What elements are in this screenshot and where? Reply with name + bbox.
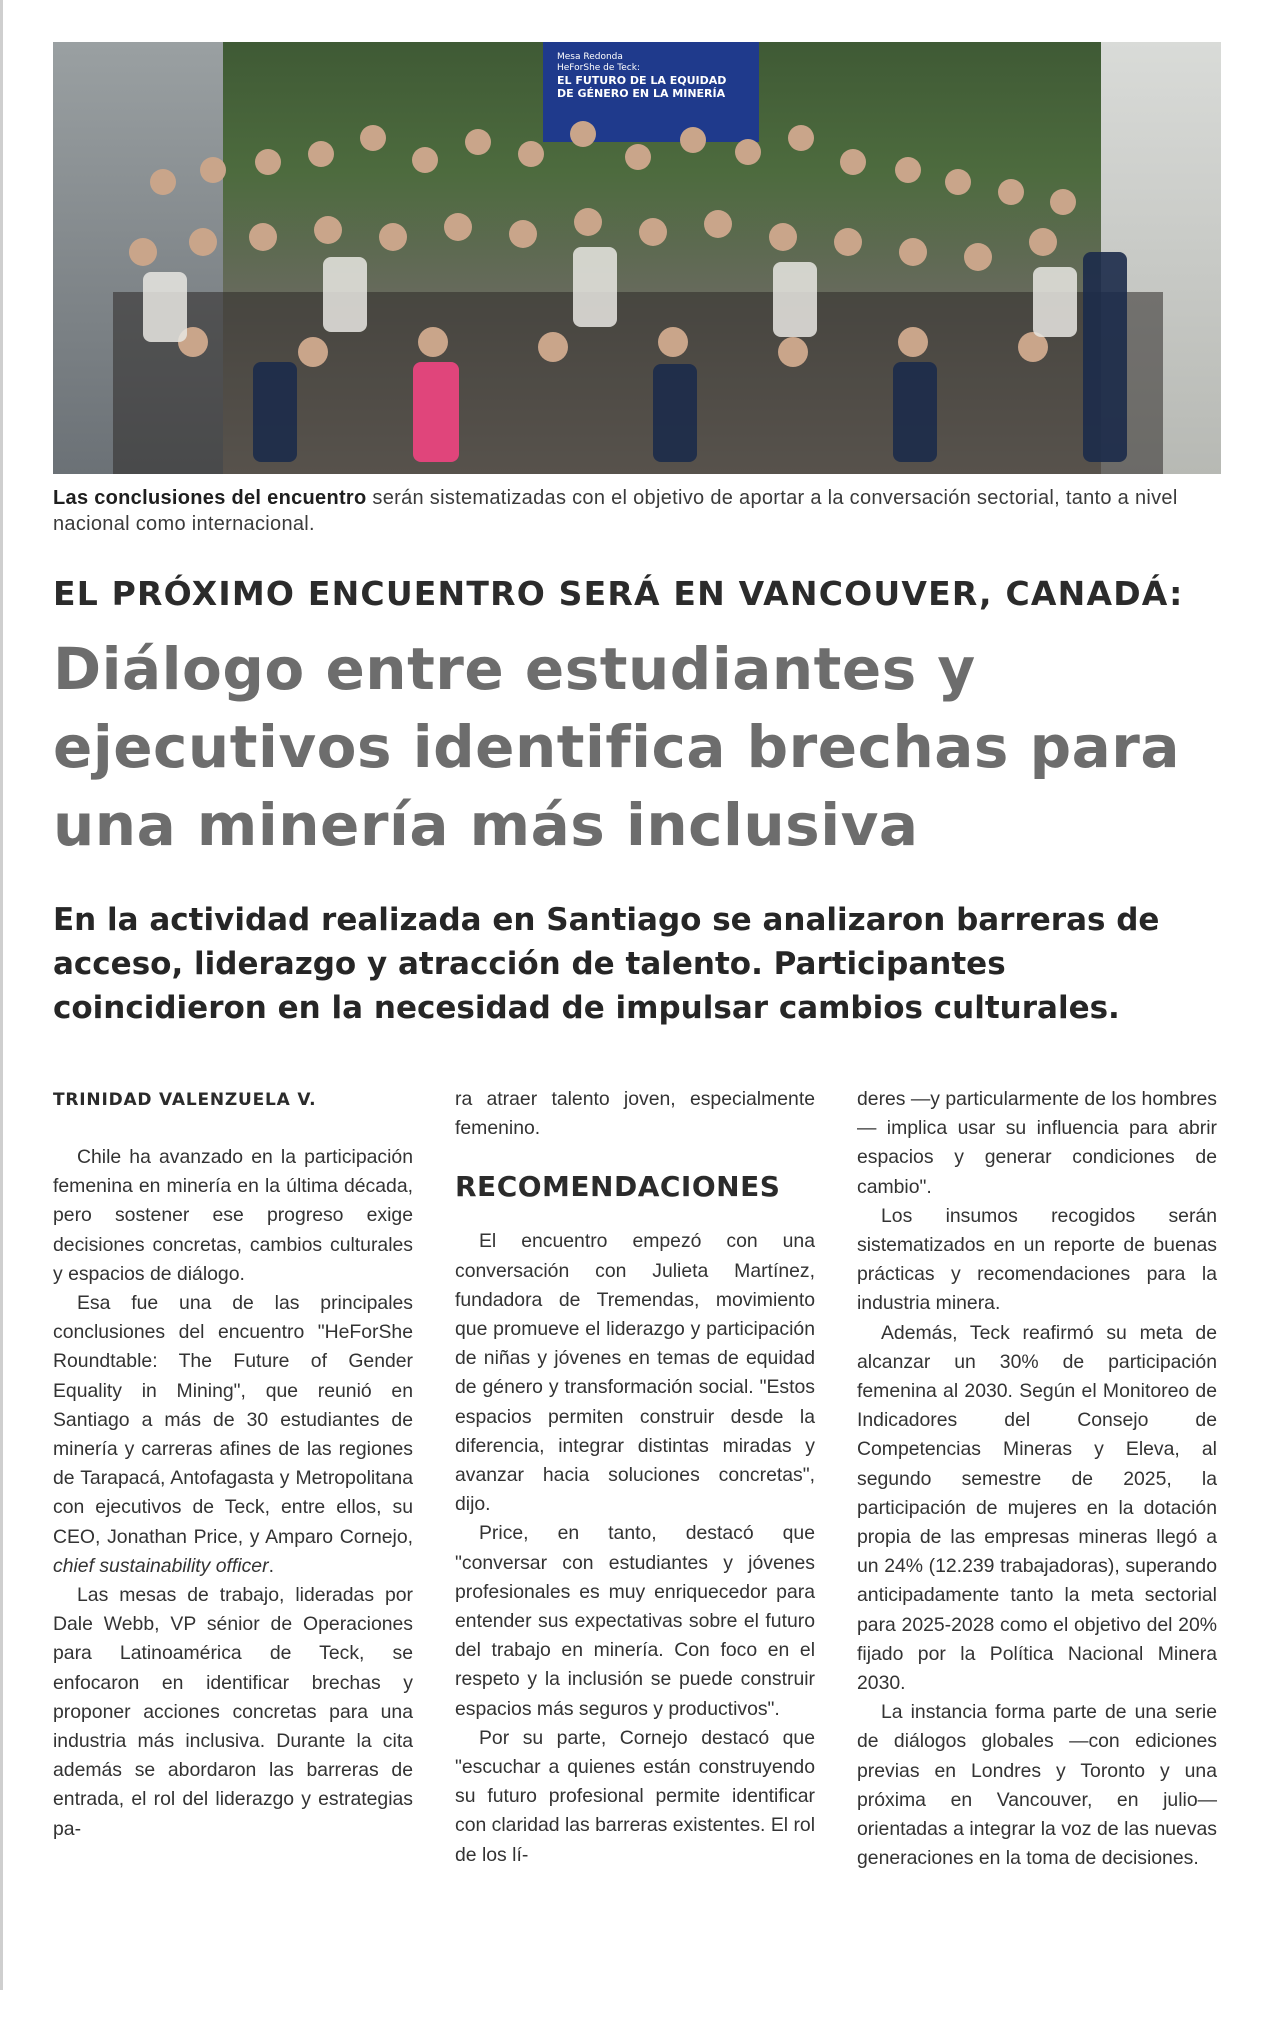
deck-summary: En la actividad realizada en Santiago se analizaron barreras de acceso, liderazgo y atracción de talento. Participantes coincidieron en la necesidad de impulsar cambios culturales. — [53, 902, 1160, 1026]
group-photo — [53, 42, 1221, 474]
paragraph-2 — [53, 1289, 413, 1581]
paragraph-2-text: Esa fue una de las principales conclusiones del encuentro "HeForShe Roundtable: The Future of Gender Equality in Mining", que reunió en Santiago a más de 30 estudiantes de minería y carreras afines de las regiones de Tarapacá, Antofagasta y Metropolitana con ejecutivos de Teck, entre ellos, su CEO, Jonathan Price, y Amparo Cornejo, — [53, 1292, 413, 1548]
banner-title: EL FUTURO DE LA EQUIDAD DE GÉNERO EN LA MINERÍA — [557, 74, 727, 100]
caption-lead: Las conclusiones del encuentro — [53, 487, 367, 509]
paragraph-3-continued: ra atraer talento joven, especialmente femenino. — [455, 1088, 815, 1140]
column-3 — [857, 1085, 1217, 1873]
byline: TRINIDAD VALENZUELA V. — [53, 1090, 317, 1110]
column-2 — [455, 1085, 815, 1870]
paragraph-2-end: . — [268, 1554, 274, 1577]
photo-caption — [53, 485, 1221, 537]
paragraph-4: El encuentro empezó con una conversación con Julieta Martínez, fundadora de Tremendas, movimiento que promueve el liderazgo y participación de niñas y jóvenes en temas de equidad de género y transformación social. "Estos espacios permiten construir desde la diferencia, integrar distintas miradas y avanzar hacia soluciones concretas", dijo. — [455, 1230, 815, 1516]
kicker: EL PRÓXIMO ENCUENTRO SERÁ EN VANCOUVER, CANADÁ: — [53, 574, 1184, 613]
paragraph-3: Las mesas de trabajo, lideradas por Dale Webb, VP sénior de Operaciones para Latinoamérica de Teck, se enfocaron en identificar brechas y proponer acciones concretas para una industria más inclusiva. Durante la cita además se abordaron las barreras de entrada, el rol del liderazgo y estrategias pa- — [53, 1584, 413, 1840]
section-subhead: RECOMENDACIONES — [455, 1170, 781, 1204]
paragraph-6: Por su parte, Cornejo destacó que "escuchar a quienes están construyendo su futuro profesional permite identificar con claridad las barreras existentes. El rol de los lí- — [455, 1726, 815, 1866]
paragraph-8: Además, Teck reafirmó su meta de alcanzar un 30% de participación femenina al 2030. Según el Monitoreo de Indicadores del Consejo de Competencias Mineras y Eleva, al segundo semestre de 2025, la participación de mujeres en la dotación propia de las empresas mineras llegó a un 24% (12.239 trabajadoras), superando anticipadamente tanto la meta sectorial para 2025-2028 como el objetivo del 20% fijado por la Política Nacional Minera 2030. — [857, 1321, 1217, 1695]
headline: Diálogo entre estudiantes y ejecutivos identifica brechas para una minería más inclusiva — [53, 635, 1181, 859]
paragraph-1: Chile ha avanzado en la participación femenina en minería en la última década, pero sostener ese progreso exige decisiones concretas, cambios culturales y espacios de diálogo. — [53, 1146, 413, 1285]
caption-text: serán sistematizadas con el objetivo de aportar a la conversación sectorial, tanto a nivel nacional como internacional. — [53, 487, 1178, 535]
paragraph-5: Price, en tanto, destacó que "conversar con estudiantes y jóvenes profesionales es muy enriquecedor para entender sus expectativas sobre el futuro del trabajo en minería. Con foco en el respeto y la inclusión se puede construir espacios más seguros y productivos". — [455, 1522, 815, 1720]
paragraph-9: La instancia forma parte de una serie de diálogos globales —con ediciones previas en Londres y Toronto y una próxima en Vancouver, en julio— orientadas a integrar la voz de las nuevas generaciones en la toma de decisiones. — [857, 1701, 1217, 1870]
column-1 — [53, 1085, 413, 1844]
paragraph-6-continued: deres —y particularmente de los hombres— implica usar su influencia para abrir espacios y generar condiciones de cambio". — [857, 1088, 1217, 1198]
page-edge-rule — [0, 0, 3, 1990]
banner-line-2: HeForShe de Teck: — [557, 63, 640, 73]
banner-line-1: Mesa Redonda — [557, 52, 623, 62]
paragraph-7: Los insumos recogidos serán sistematizados en un reporte de buenas prácticas y recomendaciones para la industria minera. — [857, 1204, 1217, 1315]
paragraph-2-italic: chief sustainability officer — [53, 1554, 269, 1577]
crowd-illustration — [53, 42, 1221, 474]
